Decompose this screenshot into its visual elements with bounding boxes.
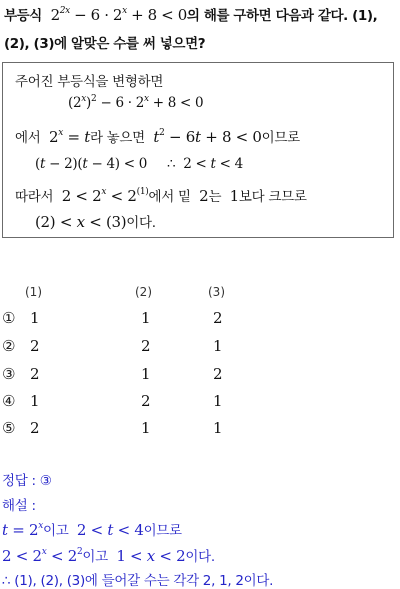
solution-box — [2, 62, 394, 238]
box-line-3: 에서 $2^x = t$라 놓으면 $t^2 - 6t + 8 < 0$이므로 — [15, 128, 300, 146]
choice-symbol[interactable]: ② — [2, 337, 16, 355]
explanation-line-2: $2 < 2^x < 2^2$이고 1 < x < 2이다. — [2, 547, 215, 565]
choice-value-2: 2 — [141, 337, 151, 355]
choice-value-3: 1 — [213, 392, 223, 410]
choices-header-3: (3) — [208, 285, 225, 299]
box-line-5a: 따라서 — [15, 189, 54, 205]
box-line-2-equation: $(2^x)^2 - 6 \cdot 2^x + 8 < 0$ — [68, 93, 204, 111]
choice-value-1: 2 — [30, 365, 40, 383]
choice-symbol[interactable]: ③ — [2, 365, 16, 383]
box-line-6-end: 이다. — [126, 215, 156, 231]
choice-value-2: 1 — [141, 309, 151, 327]
question-line-2: (2), (3)에 알맞은 수를 써 넣으면? — [4, 36, 206, 52]
question-inequality: $2^{2x} - 6 \cdot 2^x + 8 < 0$ — [46, 6, 187, 24]
box-line-5: 따라서 $2 < 2^x < 2^{(1)}$에서 밑 2는 1보다 크므로 — [15, 187, 307, 205]
explanation-line-1-end: 이므로 — [143, 523, 182, 539]
explanation-line-2-mid: 이고 — [82, 549, 108, 565]
box-line-5b: 에서 밑 — [148, 189, 191, 205]
box-line-1: 주어진 부등식을 변형하면 — [15, 74, 164, 90]
therefore-symbol: ∴ — [166, 156, 176, 172]
choice-value-3: 1 — [213, 419, 223, 437]
choice-value-2: 1 — [141, 419, 151, 437]
choice-value-3: 2 — [213, 309, 223, 327]
choice-value-3: 2 — [213, 365, 223, 383]
box-line-3c: 이므로 — [261, 130, 300, 146]
box-line-6: (2) < x < (3)이다. — [35, 213, 156, 231]
choice-value-2: 1 — [141, 365, 151, 383]
explanation-line-3: ∴ (1), (2), (3)에 들어갈 수는 각각 2, 1, 2이다. — [2, 573, 274, 589]
box-line-4: (t − 2)(t − 4) < 0 ∴ 2 < t < 4 — [35, 156, 243, 172]
choice-symbol[interactable]: ⑤ — [2, 419, 16, 437]
question-suffix: 의 해를 구하면 다음과 같다. (1), — [186, 8, 378, 24]
choice-value-1: 2 — [30, 419, 40, 437]
choice-value-1: 2 — [30, 337, 40, 355]
explanation-line-1-mid: 이고 — [42, 523, 69, 539]
box-line-5c: 는 — [208, 189, 222, 205]
explanation-label: 해설 : — [2, 498, 36, 514]
choice-value-3: 1 — [213, 337, 223, 355]
question-prefix: 부등식 — [4, 8, 42, 24]
answer-label: 정답 : ③ — [2, 473, 52, 489]
box-line-3a: 에서 — [15, 130, 41, 146]
explanation-line-2-end: 이다. — [185, 549, 215, 565]
choices-header-1: (1) — [25, 285, 42, 299]
choice-symbol[interactable]: ① — [2, 309, 16, 327]
choice-value-1: 1 — [30, 309, 40, 327]
choice-value-2: 2 — [141, 392, 151, 410]
box-line-3b: 라 놓으면 — [89, 130, 145, 146]
choice-value-1: 1 — [30, 392, 40, 410]
choices-header-2: (2) — [135, 285, 152, 299]
choice-symbol[interactable]: ④ — [2, 392, 16, 410]
explanation-line-1: $t = 2^x$이고 2 < t < 4이므로 — [2, 521, 182, 539]
question-line-1 — [4, 4, 377, 24]
box-line-5d: 보다 크므로 — [238, 189, 307, 205]
